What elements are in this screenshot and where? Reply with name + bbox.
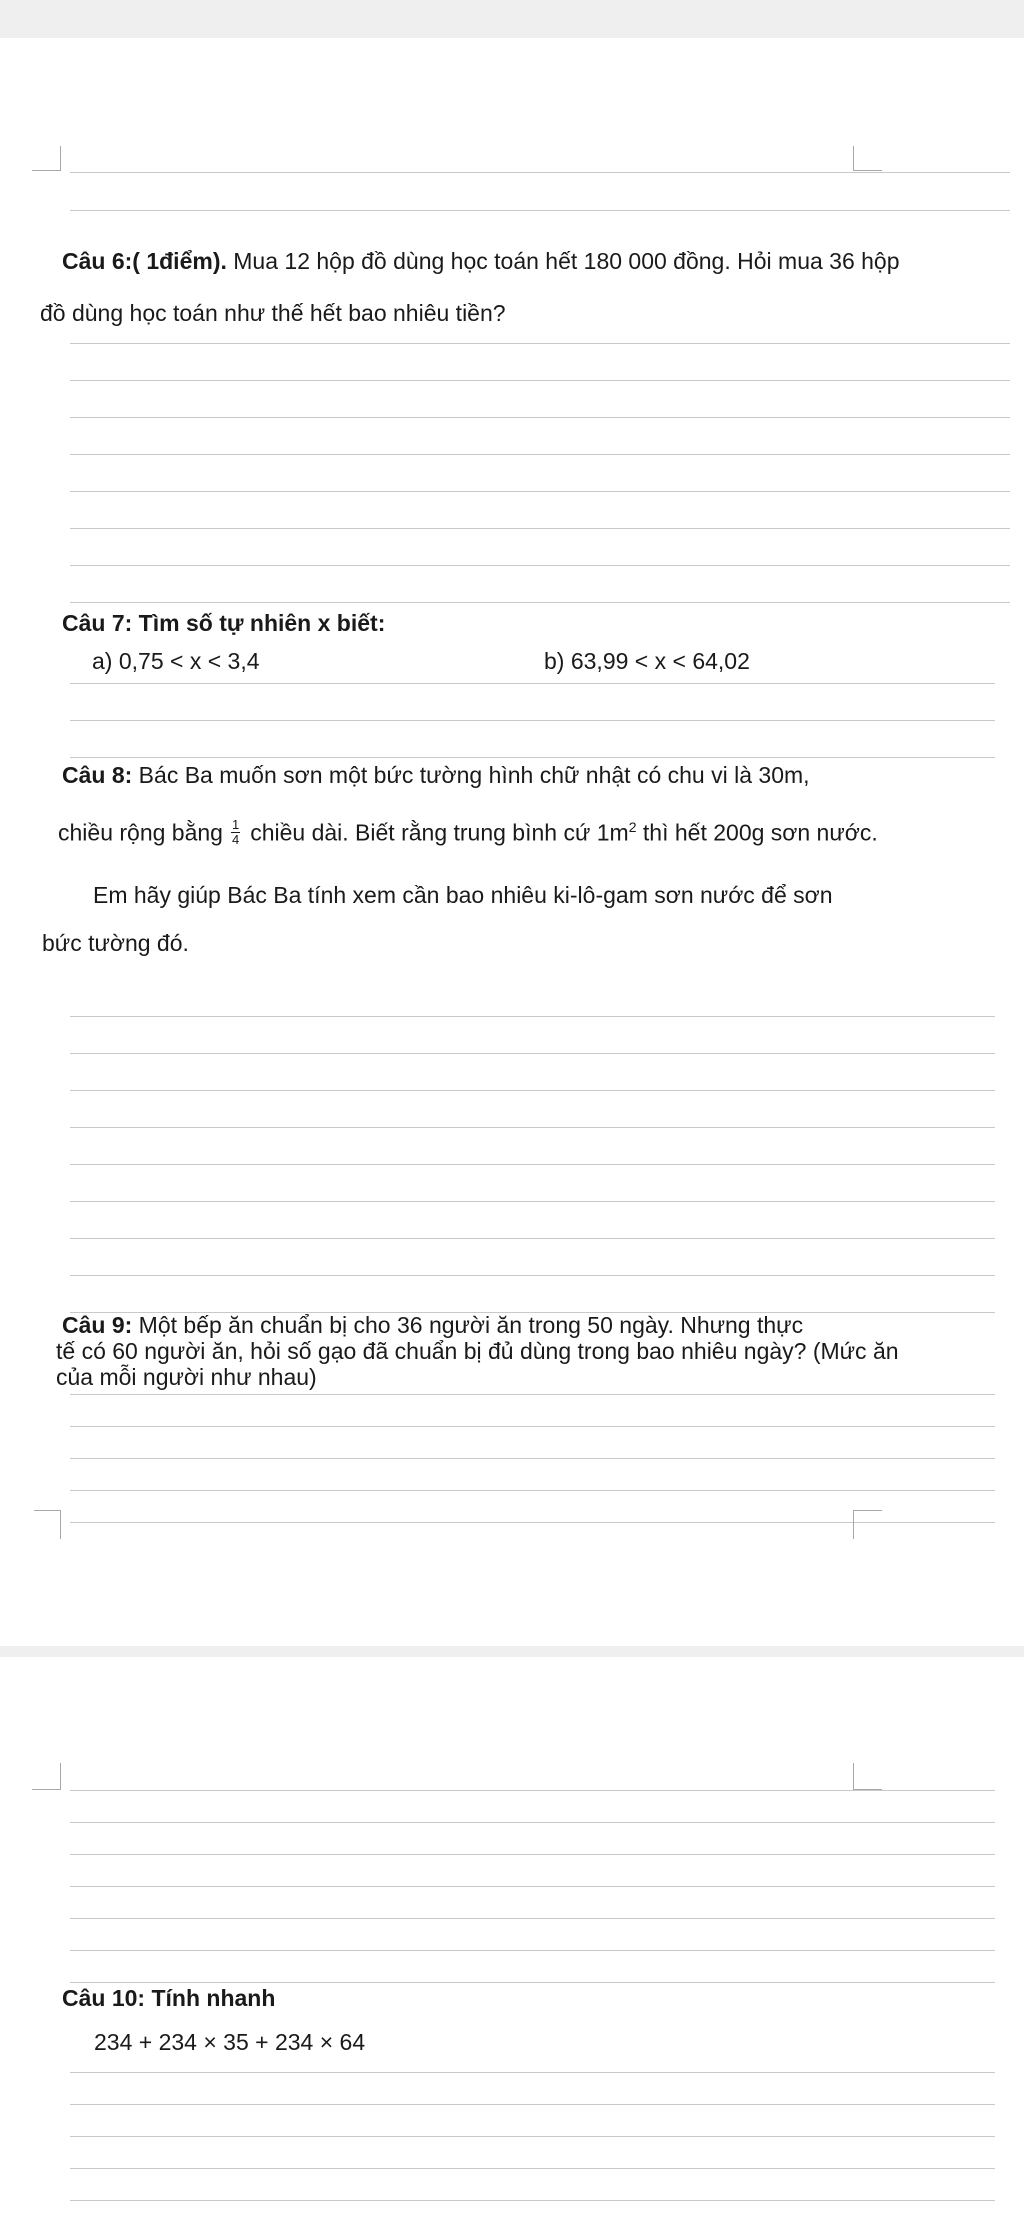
document-page-2 xyxy=(0,1657,1024,2217)
crop-mark-bottom-right xyxy=(853,1510,882,1539)
question-9-line-1 xyxy=(62,1314,803,1337)
answer-line xyxy=(70,2072,995,2073)
answer-line xyxy=(70,528,1010,529)
answer-line xyxy=(70,1490,995,1491)
question-7-title: Câu 7: Tìm số tự nhiên x biết: xyxy=(62,610,386,636)
answer-line xyxy=(70,1164,995,1165)
question-9-text: Một bếp ăn chuẩn bị cho 36 người ăn trong 50 ngày. Nhưng thực xyxy=(132,1312,804,1338)
answer-line xyxy=(70,1090,995,1091)
square-exponent: 2 xyxy=(628,819,637,835)
answer-line xyxy=(70,1982,995,1983)
answer-line xyxy=(70,565,1010,566)
answer-line xyxy=(70,757,995,758)
fraction-one-quarter xyxy=(231,818,240,846)
answer-line xyxy=(70,1854,995,1855)
crop-mark-top-left xyxy=(32,146,61,171)
answer-line xyxy=(70,1016,995,1017)
answer-line xyxy=(70,1394,995,1395)
document-page-1 xyxy=(0,38,1024,1646)
question-10-title: Câu 10: Tính nhanh xyxy=(62,1985,276,2011)
answer-line xyxy=(70,683,995,684)
question-9-line-2: tế có 60 người ăn, hỏi số gạo đã chuẩn bị đủ dùng trong bao nhiêu ngày? (Mức ăn xyxy=(56,1338,899,1364)
answer-line xyxy=(70,1426,995,1427)
answer-line xyxy=(70,1918,995,1919)
fraction-denominator: 4 xyxy=(231,832,240,848)
question-8-line-1 xyxy=(62,764,810,787)
question-6-text: Mua 12 hộp đồ dùng học toán hết 180 000 đồng. Hỏi mua 36 hộp xyxy=(226,248,900,274)
answer-line xyxy=(70,1275,995,1276)
question-8-line-2-end: thì hết 200g sơn nước. xyxy=(636,819,878,846)
question-6-label: Câu 6:( 1điểm). xyxy=(62,248,227,274)
question-6-line-1 xyxy=(62,250,900,273)
crop-mark-bottom-left xyxy=(34,1510,61,1539)
answer-line xyxy=(70,1458,995,1459)
question-8-line-2 xyxy=(58,817,878,849)
answer-line xyxy=(70,1053,995,1054)
answer-line xyxy=(70,172,1010,173)
answer-line xyxy=(70,491,1010,492)
question-9-line-3: của mỗi người như nhau) xyxy=(56,1364,317,1390)
answer-line xyxy=(70,1950,995,1951)
question-7-part-a: a) 0,75 < x < 3,4 xyxy=(92,648,260,674)
question-6-line-2: đồ dùng học toán như thế hết bao nhiêu tiền? xyxy=(40,300,506,326)
answer-line xyxy=(70,454,1010,455)
answer-line xyxy=(70,210,1010,211)
answer-line xyxy=(70,1790,995,1791)
answer-line xyxy=(70,2136,995,2137)
crop-mark-top-right xyxy=(853,1763,882,1790)
question-8-line-2-middle: chiều dài. Biết rằng trung bình cứ 1m xyxy=(250,819,629,846)
answer-line xyxy=(70,1238,995,1239)
crop-mark-top-left xyxy=(32,1763,61,1790)
question-8-line-4: bức tường đó. xyxy=(42,930,189,956)
fraction-numerator: 1 xyxy=(231,817,240,833)
answer-line xyxy=(70,2104,995,2105)
question-8-line-3: Em hãy giúp Bác Ba tính xem cần bao nhiêu ki-lô-gam sơn nước để sơn xyxy=(93,882,833,908)
crop-mark-top-right xyxy=(853,146,882,171)
answer-line xyxy=(70,343,1010,344)
answer-line xyxy=(70,1127,995,1128)
answer-line xyxy=(70,602,1010,603)
answer-line xyxy=(70,417,1010,418)
question-8-label: Câu 8: xyxy=(62,762,133,788)
answer-line xyxy=(70,1822,995,1823)
answer-line xyxy=(70,720,995,721)
answer-line xyxy=(70,2168,995,2169)
question-10-expression: 234 + 234 × 35 + 234 × 64 xyxy=(94,2029,366,2055)
answer-line xyxy=(70,1201,995,1202)
question-9-label: Câu 9: xyxy=(62,1312,133,1338)
answer-line xyxy=(70,2200,995,2201)
question-8-line-2-start: chiều rộng bằng xyxy=(58,819,223,846)
answer-line xyxy=(70,380,1010,381)
question-7-part-b: b) 63,99 < x < 64,02 xyxy=(544,648,750,674)
question-8-text: Bác Ba muốn sơn một bức tường hình chữ nhật có chu vi là 30m, xyxy=(132,762,810,788)
answer-line xyxy=(70,1886,995,1887)
